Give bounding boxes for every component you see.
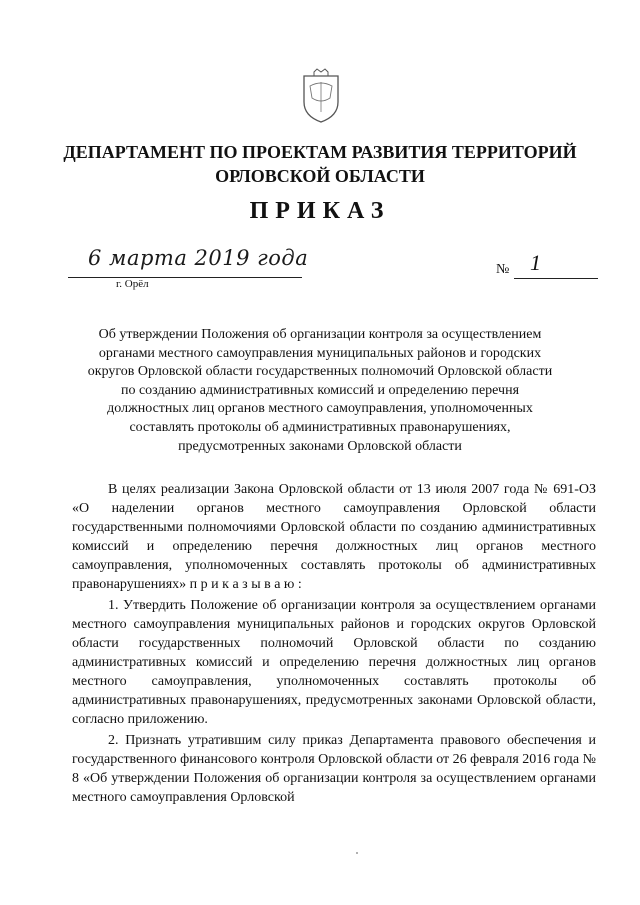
order-body [72,480,596,807]
number-label: № [496,262,510,277]
orel-coat-of-arms-icon [300,68,342,124]
city-label: г. Орёл [116,278,149,290]
order-title: ПРИКАЗ [249,198,391,224]
order-date: 6 марта 2019 года [88,246,309,270]
item-1-paragraph: 1. Утвердить Положение об организации контроля за осуществлением органами местного самоуправления муниципальных районов и городских округов Орловской области государственных полномочий Орловской области по созданию административных комиссий и определению перечня должностных лиц органов местного самоуправления, уполномоченных составлять протоколы об административных правонарушениях, предусмотренных законами Орловской области, согласно приложению. [72,598,596,727]
scan-speck [356,852,358,854]
item-2-paragraph: 2. Признать утратившим силу приказ Департамента правового обеспечения и государственного финансового контроля Орловской области от 26 февраля 2016 года № 8 «Об утверждении Положения об организации контроля за осуществлением органами местного самоуправления Орловской [72,733,596,805]
number-underline [514,262,598,279]
department-name: ДЕПАРТАМЕНТ ПО ПРОЕКТАМ РАЗВИТИЯ ТЕРРИТОРИЙ ОРЛОВСКОЙ ОБЛАСТИ [63,142,577,186]
preamble-paragraph: В целях реализации Закона Орловской области от 13 июля 2007 года № 691-ОЗ «О наделении органов местного самоуправления Орловской области государственными полномочиями Орловской области по созданию административных комиссий и определению перечня должностных лиц органов местного самоуправления, уполномоченных составлять протоколы об административных правонарушениях» п р и к а з ы в а ю : [72,482,596,592]
order-number: 1 [530,250,541,275]
order-subject: Об утверждении Положения об организации контроля за осуществлением органами местного самоуправления муниципальных районов и городских округов Орловской области государственных полномочий Орловской области по созданию административных комиссий и определению перечня должностных лиц органов местного самоуправления, уполномоченных составлять протоколы об административных правонарушениях, предусмотренных законами Орловской области [87,327,553,454]
